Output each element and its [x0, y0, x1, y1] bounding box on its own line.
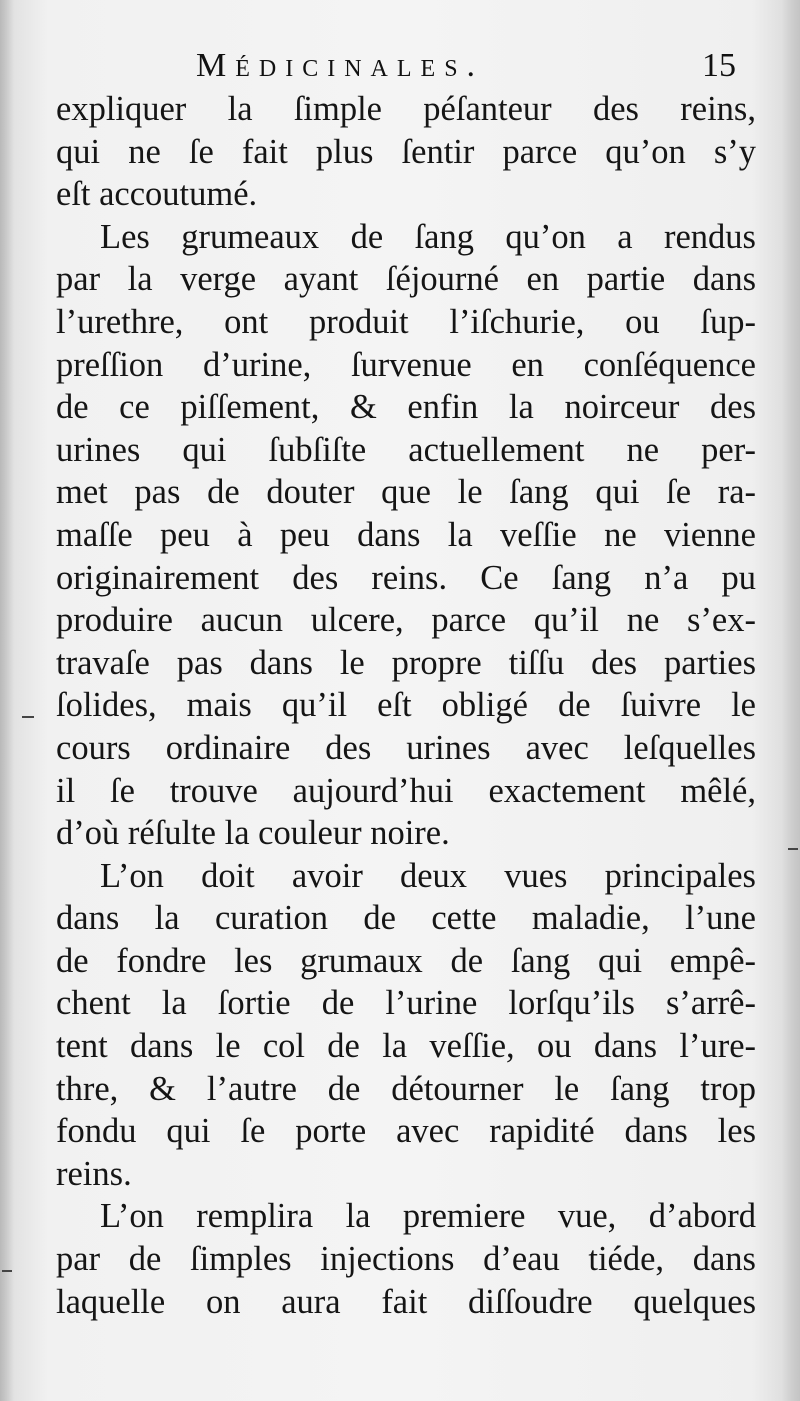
page-number: 15 [702, 47, 736, 84]
text-line: il ſe trouve aujourd’hui exactement mêlé, [56, 771, 756, 810]
text-line: cours ordinaire des urines avec leſquelles [56, 728, 756, 767]
page-edge-shadow [782, 0, 800, 1401]
text-line: de ce piſſement, & enfin la noirceur des [56, 388, 756, 427]
margin-tick-left-2 [2, 1270, 12, 1272]
page-header [196, 44, 736, 88]
text-line: de fondre les grumaux de ſang qui empê- [56, 941, 756, 980]
text-line: reins. [56, 1154, 132, 1193]
text-line: expliquer la ſimple péſanteur des reins, [56, 90, 756, 128]
text-line: d’où réſulte la couleur noire. [56, 814, 450, 853]
text-line: urines qui ſubſiſte actuellement ne per- [56, 430, 756, 469]
text-line: travaſe pas dans le propre tiſſu des parties [56, 643, 756, 682]
body-text [56, 88, 756, 1323]
text-line: thre, & l’autre de détourner le ſang trop [56, 1069, 756, 1108]
text-line: qui ne ſe fait plus ſentir parce qu’on s’y [56, 132, 756, 171]
text-line: preſſion d’urine, ſurvenue en conſéquence [56, 345, 756, 384]
text-line: maſſe peu à peu dans la veſſie ne vienne [56, 515, 756, 554]
page-gutter-shadow [0, 0, 14, 1401]
text-line: l’urethre, ont produit l’iſchurie, ou ſup- [56, 302, 756, 341]
text-line: produire aucun ulcere, parce qu’il ne s’ex- [56, 601, 756, 640]
text-line: L’on remplira la premiere vue, d’abord [100, 1197, 756, 1236]
text-line: par de ſimples injections d’eau tiéde, dans [56, 1240, 756, 1279]
text-line: Les grumeaux de ſang qu’on a rendus [100, 217, 756, 256]
text-line: L’on doit avoir deux vues principales [100, 856, 756, 895]
text-line: ſolides, mais qu’il eſt obligé de ſuivre le [56, 686, 756, 725]
text-line: dans la curation de cette maladie, l’une [56, 899, 756, 938]
text-line: tent dans le col de la veſſie, ou dans l’ure- [56, 1027, 756, 1066]
text-line: originairement des reins. Ce ſang n’a pu [56, 558, 756, 597]
text-line: par la verge ayant ſéjourné en partie dans [56, 260, 756, 299]
running-title: Médicinales. [196, 47, 485, 84]
text-line: met pas de douter que le ſang qui ſe ra- [56, 473, 756, 512]
text-line: laquelle on aura fait diſſoudre quelques [56, 1282, 756, 1321]
margin-tick-left [22, 716, 34, 718]
text-line: fondu qui ſe porte avec rapidité dans les [56, 1112, 756, 1151]
text-line: eſt accoutumé. [56, 175, 258, 214]
margin-tick-right [788, 848, 798, 850]
text-line: chent la ſortie de l’urine lorſqu’ils s’arrê- [56, 984, 756, 1023]
